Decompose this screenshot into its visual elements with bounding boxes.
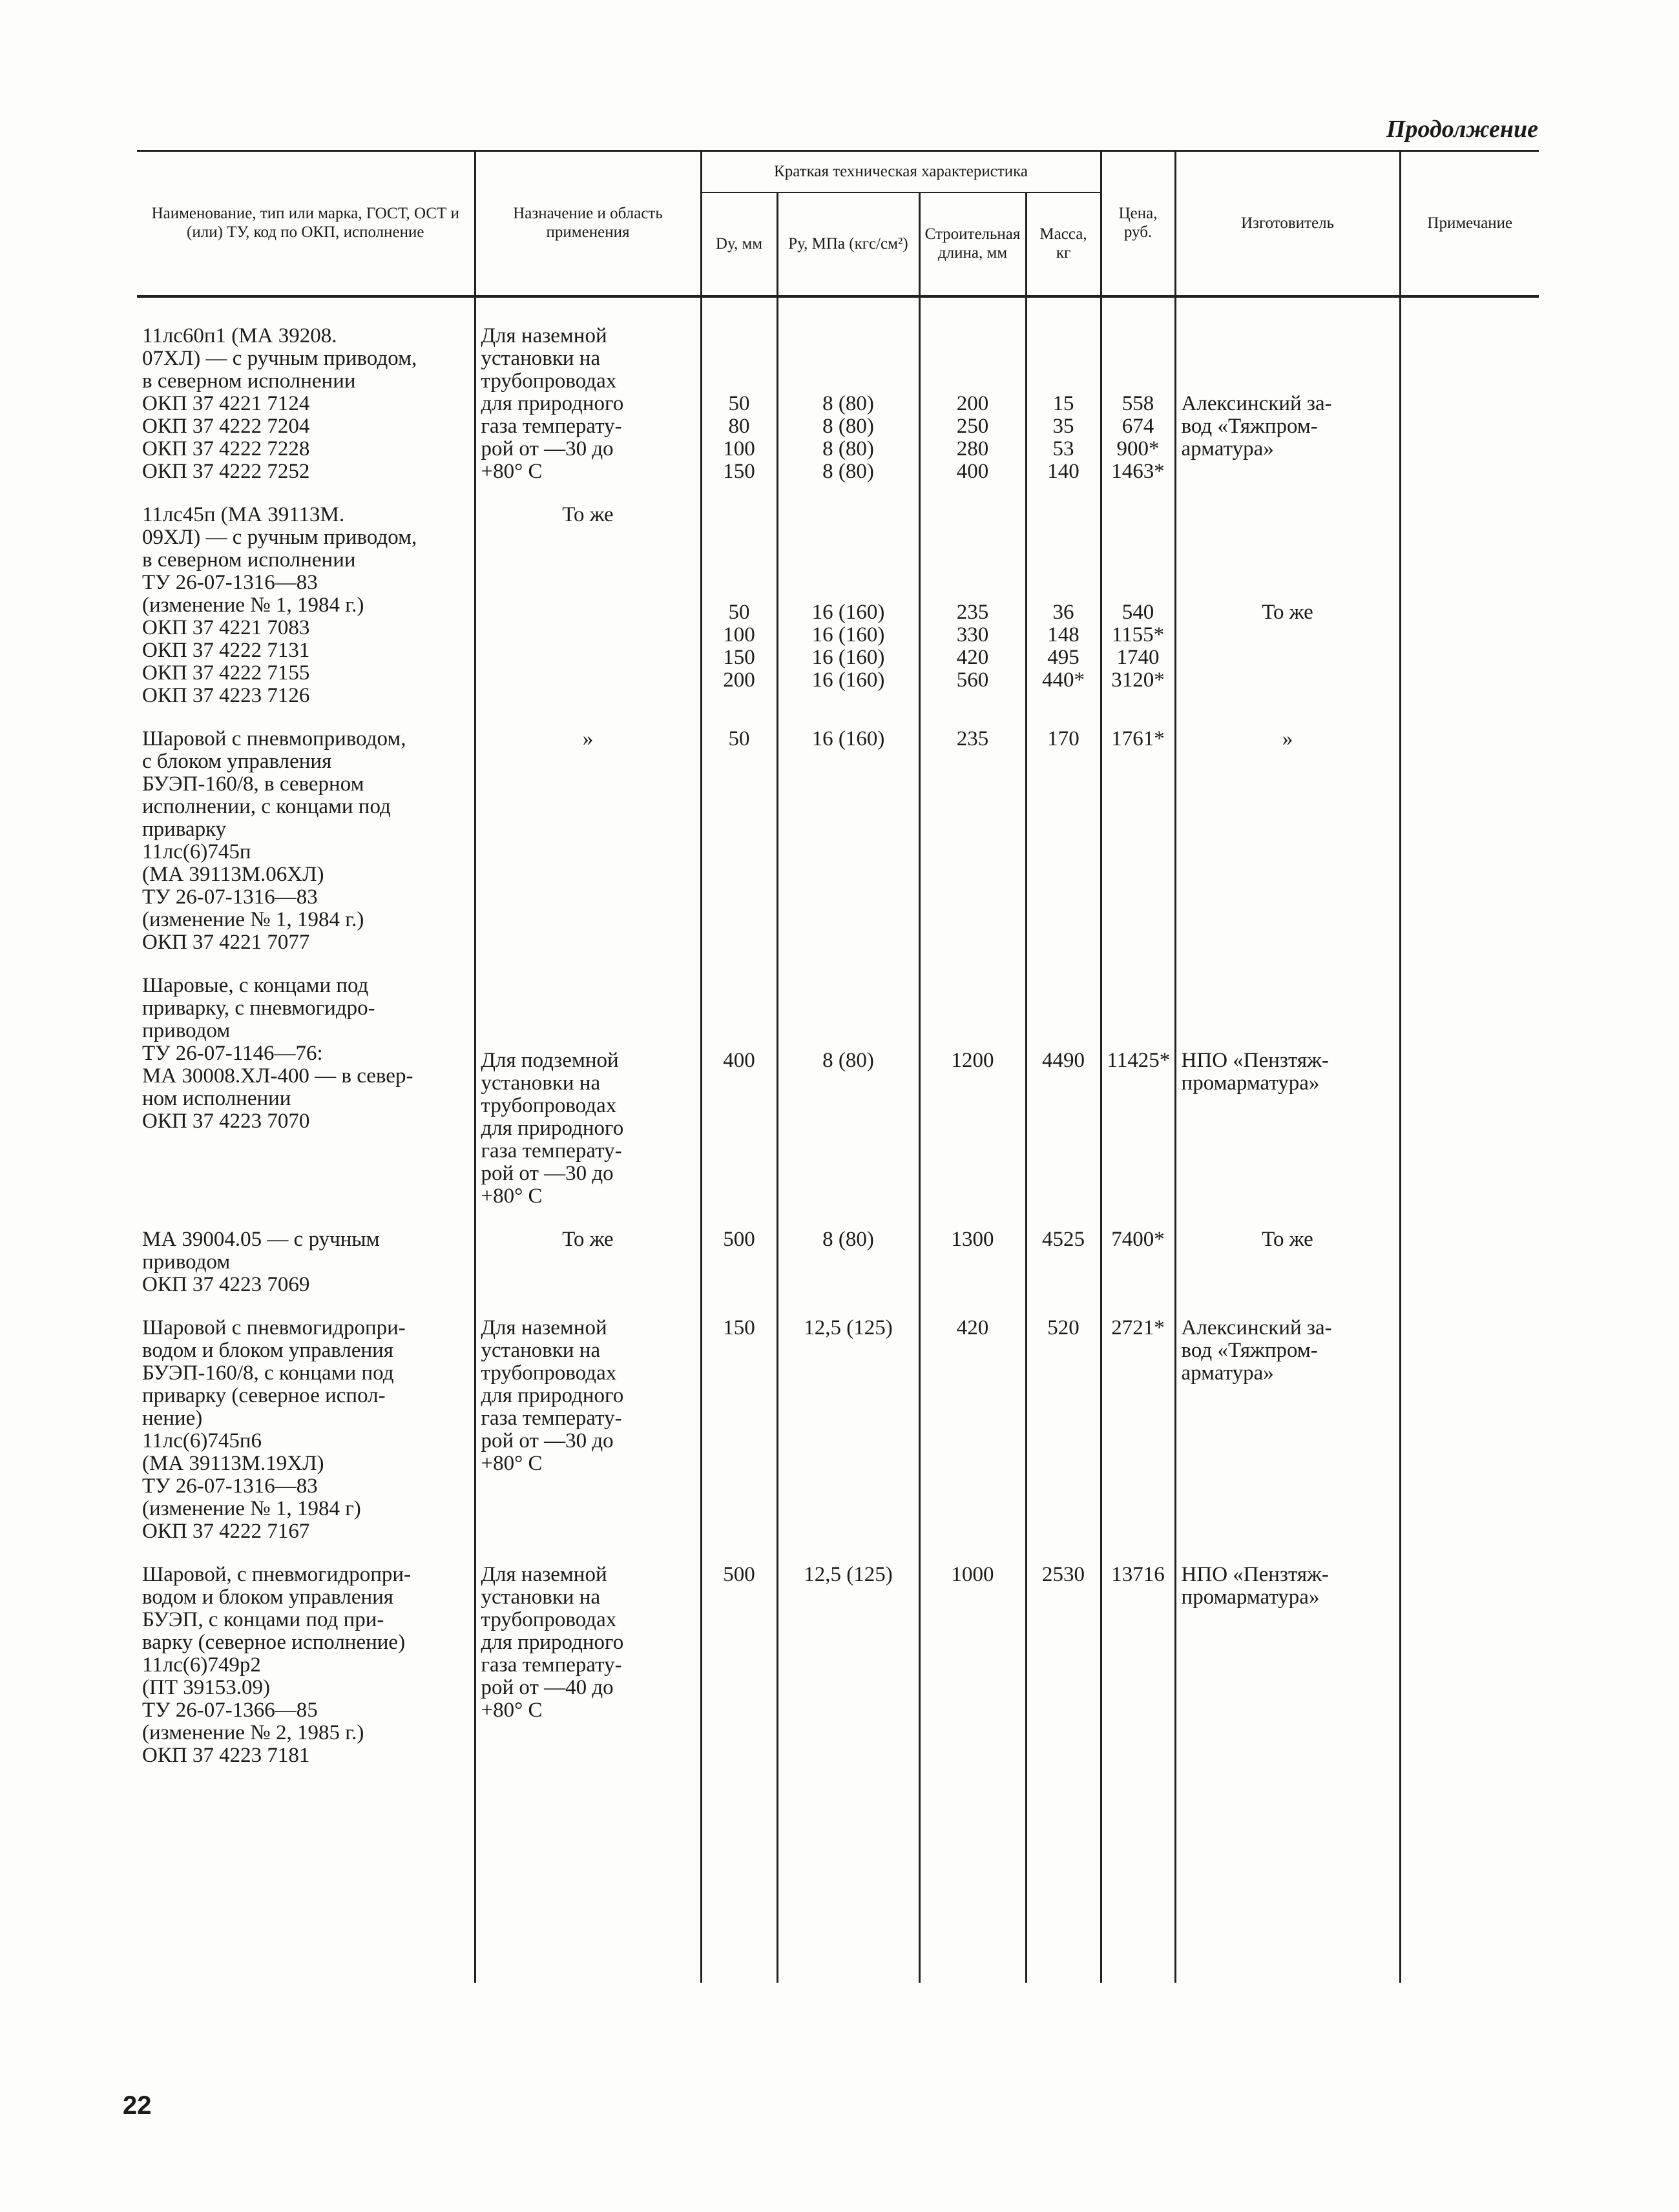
row-pn-cell xyxy=(777,710,919,956)
price-line: 7400* xyxy=(1111,1228,1165,1251)
name-line: 11лс60п1 (МА 39208. xyxy=(142,324,337,347)
name-line: 09ХЛ) — с ручным приводом, xyxy=(142,526,417,549)
name-line: ТУ 26-07-1316—83 xyxy=(142,885,318,909)
pn-line: 8 (80) xyxy=(822,1228,874,1251)
name-line: приварку xyxy=(142,818,227,841)
name-line: (изменение № 2, 1985 г.) xyxy=(142,1721,364,1744)
name-line: ОКП 37 4222 7155 xyxy=(142,661,310,685)
page-number: 22 xyxy=(123,2091,152,2120)
pn-line: 16 (160) xyxy=(811,727,885,750)
row-price-cell xyxy=(1101,1299,1175,1545)
name-line: (изменение № 1, 1984 г.) xyxy=(142,908,364,931)
mass-line: 4525 xyxy=(1042,1228,1085,1251)
mass-line: 440* xyxy=(1042,668,1085,692)
row-mass-cell xyxy=(1026,710,1101,956)
row-dn-cell xyxy=(701,322,777,486)
filler-cell xyxy=(1175,1770,1400,1983)
pn-line: 16 (160) xyxy=(811,623,885,646)
row-pn-cell xyxy=(777,956,919,1210)
mass-line: 36 xyxy=(1052,601,1074,624)
price-line: 1761* xyxy=(1111,727,1165,750)
maker-line: Алексинский за- xyxy=(1181,392,1332,415)
dn-line: 150 xyxy=(723,460,755,483)
table-row xyxy=(137,1210,1539,1299)
purpose-line: установки на xyxy=(481,1339,601,1362)
row-dn-cell xyxy=(701,1545,777,1770)
price-line: 3120* xyxy=(1111,668,1165,692)
purpose-line: То же xyxy=(562,1228,614,1251)
purpose-line: рой от —30 до xyxy=(481,437,614,460)
purpose-line: для природного xyxy=(481,392,624,415)
mass-line: 148 xyxy=(1047,623,1079,646)
name-line: в северном исполнении xyxy=(142,548,356,572)
row-price-cell xyxy=(1101,956,1175,1210)
purpose-line: +80° С xyxy=(481,1452,543,1475)
row-purpose-cell xyxy=(475,1545,701,1770)
table-filler-row xyxy=(137,1770,1539,1983)
name-line: ном исполнении xyxy=(142,1087,291,1110)
purpose-line: газа температу- xyxy=(481,1653,622,1677)
name-line: ОКП 37 4222 7167 xyxy=(142,1520,310,1543)
row-mass-cell xyxy=(1026,486,1101,710)
row-price-cell xyxy=(1101,1210,1175,1299)
header-price: Цена, руб. xyxy=(1101,151,1175,297)
length-line: 280 xyxy=(956,437,989,460)
mass-line: 53 xyxy=(1052,437,1074,460)
row-purpose-cell xyxy=(475,1299,701,1545)
row-maker-cell xyxy=(1175,956,1400,1210)
maker-line: НПО «Пензтяж- xyxy=(1181,1049,1329,1072)
maker-line: То же xyxy=(1262,601,1313,624)
length-line: 1000 xyxy=(951,1563,994,1586)
row-maker-cell xyxy=(1175,1299,1400,1545)
row-purpose-cell xyxy=(475,486,701,710)
name-line: Шаровой с пневмоприводом, xyxy=(142,727,406,750)
row-note-cell xyxy=(1400,322,1539,486)
maker-line: арматура» xyxy=(1181,1361,1274,1385)
purpose-line: установки на xyxy=(481,347,601,370)
header-tech-group: Краткая техническая характеристика xyxy=(701,151,1101,193)
name-line: ОКП 37 4223 7069 xyxy=(142,1273,310,1296)
maker-line: НПО «Пензтяж- xyxy=(1181,1563,1329,1586)
name-line: ОКП 37 4222 7204 xyxy=(142,415,310,438)
row-name-cell xyxy=(137,1545,475,1770)
header-note: Примечание xyxy=(1400,151,1539,297)
name-line: исполнении, с концами под xyxy=(142,795,391,818)
maker-line: промарматура» xyxy=(1181,1071,1320,1095)
mass-line: 2530 xyxy=(1042,1563,1085,1586)
purpose-line: для природного xyxy=(481,1631,624,1654)
price-line: 1740 xyxy=(1116,646,1160,669)
purpose-line: » xyxy=(582,727,594,750)
row-pn-cell xyxy=(777,486,919,710)
price-line: 540 xyxy=(1121,601,1154,624)
dn-line: 50 xyxy=(728,392,750,415)
maker-line: арматура» xyxy=(1181,437,1274,460)
name-line: приварку (северное испол- xyxy=(142,1384,386,1407)
maker-line: » xyxy=(1282,727,1293,750)
purpose-line: +80° С xyxy=(481,1184,543,1208)
row-note-cell xyxy=(1400,956,1539,1210)
purpose-line: рой от —40 до xyxy=(481,1676,614,1699)
table-row xyxy=(137,322,1539,486)
table-row xyxy=(137,1545,1539,1770)
header-pn: Pу, МПа (кгс/см²) xyxy=(777,192,919,296)
row-length-cell xyxy=(919,710,1026,956)
row-note-cell xyxy=(1400,1210,1539,1299)
name-line: (ПТ 39153.09) xyxy=(142,1676,270,1699)
name-line: (изменение № 1, 1984 г.) xyxy=(142,594,364,617)
maker-line: промарматура» xyxy=(1181,1586,1320,1609)
row-maker-cell xyxy=(1175,322,1400,486)
name-line: ТУ 26-07-1316—83 xyxy=(142,571,318,594)
row-length-cell xyxy=(919,322,1026,486)
pn-line: 8 (80) xyxy=(822,1049,874,1072)
pn-line: 8 (80) xyxy=(822,415,874,438)
purpose-line: рой от —30 до xyxy=(481,1162,614,1185)
name-line: ОКП 37 4221 7124 xyxy=(142,392,310,415)
purpose-line: трубопроводах xyxy=(481,1094,617,1117)
pn-line: 16 (160) xyxy=(811,668,885,692)
row-name-cell xyxy=(137,1299,475,1545)
mass-line: 4490 xyxy=(1042,1049,1085,1072)
row-mass-cell xyxy=(1026,956,1101,1210)
row-pn-cell xyxy=(777,1299,919,1545)
name-line: ОКП 37 4223 7181 xyxy=(142,1744,310,1767)
maker-line: Алексинский за- xyxy=(1181,1316,1332,1339)
row-length-cell xyxy=(919,1210,1026,1299)
row-length-cell xyxy=(919,1299,1026,1545)
length-line: 330 xyxy=(956,623,989,646)
header-maker: Изготовитель xyxy=(1175,151,1400,297)
name-line: ОКП 37 4222 7131 xyxy=(142,639,310,662)
row-dn-cell xyxy=(701,1299,777,1545)
name-line: МА 30008.ХЛ-400 — в север- xyxy=(142,1064,413,1088)
row-length-cell xyxy=(919,956,1026,1210)
purpose-line: Для наземной xyxy=(481,1563,607,1586)
length-line: 1300 xyxy=(951,1228,994,1251)
row-purpose-cell xyxy=(475,710,701,956)
purpose-line: трубопроводах xyxy=(481,369,617,393)
row-name-cell xyxy=(137,710,475,956)
table-row xyxy=(137,1299,1539,1545)
row-dn-cell xyxy=(701,956,777,1210)
name-line: Шаровой, с пневмогидропри- xyxy=(142,1563,412,1586)
name-line: водом и блоком управления xyxy=(142,1339,393,1362)
purpose-line: газа температу- xyxy=(481,1139,622,1163)
header-dn: Dу, мм xyxy=(701,192,777,296)
pn-line: 12,5 (125) xyxy=(804,1563,893,1586)
row-maker-cell xyxy=(1175,486,1400,710)
name-line: приводом xyxy=(142,1250,231,1274)
valve-catalog-table xyxy=(137,150,1539,1983)
filler-cell xyxy=(1101,1770,1175,1983)
header-name: Наименование, тип или марка, ГОСТ, ОСТ и (или) ТУ, код по ОКП, исполнение xyxy=(137,151,475,297)
row-maker-cell xyxy=(1175,1545,1400,1770)
table-row xyxy=(137,486,1539,710)
name-line: (МА 39113М.06ХЛ) xyxy=(142,863,324,886)
row-price-cell xyxy=(1101,486,1175,710)
purpose-line: +80° С xyxy=(481,460,543,483)
row-price-cell xyxy=(1101,710,1175,956)
name-line: приводом xyxy=(142,1019,231,1042)
row-mass-cell xyxy=(1026,1210,1101,1299)
row-name-cell xyxy=(137,486,475,710)
name-line: приварку, с пневмогидро- xyxy=(142,997,375,1020)
row-pn-cell xyxy=(777,1545,919,1770)
name-line: варку (северное исполнение) xyxy=(142,1631,406,1654)
row-length-cell xyxy=(919,1545,1026,1770)
header-mass: Масса, кг xyxy=(1026,192,1101,296)
row-name-cell xyxy=(137,956,475,1210)
pn-line: 16 (160) xyxy=(811,646,885,669)
dn-line: 150 xyxy=(723,1316,755,1339)
header-purpose: Назначение и область применения xyxy=(475,151,701,297)
purpose-line: Для подземной xyxy=(481,1049,619,1072)
mass-line: 140 xyxy=(1047,460,1079,483)
table-row xyxy=(137,956,1539,1210)
maker-line: вод «Тяжпром- xyxy=(1181,1339,1318,1362)
row-maker-cell xyxy=(1175,1210,1400,1299)
row-name-cell xyxy=(137,1210,475,1299)
name-line: ТУ 26-07-1366—85 xyxy=(142,1699,318,1722)
price-line: 2721* xyxy=(1111,1316,1165,1339)
name-line: 11лс(6)745п6 xyxy=(142,1429,262,1452)
dn-line: 400 xyxy=(723,1049,755,1072)
purpose-line: для природного xyxy=(481,1117,624,1140)
row-note-cell xyxy=(1400,486,1539,710)
row-purpose-cell xyxy=(475,956,701,1210)
purpose-line: трубопроводах xyxy=(481,1361,617,1385)
continued-label: Продолжение xyxy=(1386,116,1538,143)
row-length-cell xyxy=(919,486,1026,710)
length-line: 200 xyxy=(956,392,989,415)
length-line: 1200 xyxy=(951,1049,994,1072)
filler-cell xyxy=(1026,1770,1101,1983)
name-line: ОКП 37 4222 7252 xyxy=(142,460,310,483)
filler-cell xyxy=(475,1770,701,1983)
table-header xyxy=(137,151,1539,297)
purpose-line: установки на xyxy=(481,1586,601,1609)
table-body xyxy=(137,296,1539,1983)
name-line: ОКП 37 4223 7070 xyxy=(142,1110,310,1133)
dn-line: 80 xyxy=(728,415,750,438)
pn-line: 8 (80) xyxy=(822,437,874,460)
name-line: ОКП 37 4221 7077 xyxy=(142,931,310,954)
purpose-line: газа температу- xyxy=(481,415,622,438)
row-name-cell xyxy=(137,322,475,486)
row-note-cell xyxy=(1400,710,1539,956)
length-line: 420 xyxy=(956,646,989,669)
name-line: Шаровые, с концами под xyxy=(142,974,369,997)
name-line: 11лс(6)745п xyxy=(142,840,251,863)
dn-line: 500 xyxy=(723,1563,755,1586)
row-price-cell xyxy=(1101,1545,1175,1770)
name-line: БУЭП, с концами под при- xyxy=(142,1608,384,1631)
price-line: 674 xyxy=(1121,415,1154,438)
name-line: ОКП 37 4223 7126 xyxy=(142,684,310,707)
filler-cell xyxy=(777,1770,919,1983)
table-row xyxy=(137,710,1539,956)
mass-line: 15 xyxy=(1052,392,1074,415)
price-line: 1463* xyxy=(1111,460,1165,483)
row-dn-cell xyxy=(701,1210,777,1299)
purpose-line: трубопроводах xyxy=(481,1608,617,1631)
price-line: 1155* xyxy=(1111,623,1165,646)
row-mass-cell xyxy=(1026,1545,1101,1770)
purpose-line: +80° С xyxy=(481,1699,543,1722)
dn-line: 50 xyxy=(728,727,750,750)
name-line: 07ХЛ) — с ручным приводом, xyxy=(142,347,417,370)
row-mass-cell xyxy=(1026,322,1101,486)
purpose-line: газа температу- xyxy=(481,1407,622,1430)
mass-line: 495 xyxy=(1047,646,1079,669)
price-line: 13716 xyxy=(1111,1563,1165,1586)
name-line: с блоком управления xyxy=(142,750,332,773)
dn-line: 100 xyxy=(723,623,755,646)
length-line: 400 xyxy=(956,460,989,483)
row-dn-cell xyxy=(701,486,777,710)
pn-line: 8 (80) xyxy=(822,460,874,483)
name-line: нение) xyxy=(142,1407,203,1430)
purpose-line: установки на xyxy=(481,1071,601,1095)
name-line: БУЭП-160/8, с концами под xyxy=(142,1361,394,1385)
name-line: ТУ 26-07-1146—76: xyxy=(142,1042,323,1065)
filler-cell xyxy=(1400,1770,1539,1983)
maker-line: То же xyxy=(1262,1228,1313,1251)
name-line: в северном исполнении xyxy=(142,369,356,393)
length-line: 420 xyxy=(956,1316,989,1339)
row-note-cell xyxy=(1400,1545,1539,1770)
length-line: 560 xyxy=(956,668,989,692)
price-line: 900* xyxy=(1116,437,1160,460)
dn-line: 500 xyxy=(723,1228,755,1251)
mass-line: 35 xyxy=(1052,415,1074,438)
name-line: 11лс(6)749р2 xyxy=(142,1653,261,1677)
purpose-line: для природного xyxy=(481,1384,624,1407)
pn-line: 16 (160) xyxy=(811,601,885,624)
purpose-line: То же xyxy=(562,503,614,526)
dn-line: 50 xyxy=(728,601,750,624)
header-length: Строительная длина, мм xyxy=(919,192,1026,296)
row-maker-cell xyxy=(1175,710,1400,956)
name-line: МА 39004.05 — с ручным xyxy=(142,1228,380,1251)
name-line: (МА 39113М.19ХЛ) xyxy=(142,1452,324,1475)
row-pn-cell xyxy=(777,322,919,486)
dn-line: 100 xyxy=(723,437,755,460)
row-purpose-cell xyxy=(475,1210,701,1299)
filler-cell xyxy=(701,1770,777,1983)
price-line: 558 xyxy=(1121,392,1154,415)
name-line: ОКП 37 4221 7083 xyxy=(142,616,310,639)
row-pn-cell xyxy=(777,1210,919,1299)
name-line: ОКП 37 4222 7228 xyxy=(142,437,310,460)
row-dn-cell xyxy=(701,710,777,956)
name-line: БУЭП-160/8, в северном xyxy=(142,772,364,796)
price-line: 11425* xyxy=(1107,1049,1171,1072)
dn-line: 200 xyxy=(723,668,755,692)
dn-line: 150 xyxy=(723,646,755,669)
pn-line: 12,5 (125) xyxy=(804,1316,893,1339)
name-line: 11лс45п (МА 39113М. xyxy=(142,503,345,526)
purpose-line: Для наземной xyxy=(481,324,607,347)
name-line: Шаровой с пневмогидропри- xyxy=(142,1316,406,1339)
name-line: (изменение № 1, 1984 г) xyxy=(142,1497,361,1520)
row-note-cell xyxy=(1400,1299,1539,1545)
length-line: 235 xyxy=(956,727,989,750)
filler-cell xyxy=(137,1770,475,1983)
length-line: 250 xyxy=(956,415,989,438)
purpose-line: Для наземной xyxy=(481,1316,607,1339)
name-line: водом и блоком управления xyxy=(142,1586,393,1609)
filler-cell xyxy=(919,1770,1026,1983)
maker-line: вод «Тяжпром- xyxy=(1181,415,1318,438)
row-price-cell xyxy=(1101,322,1175,486)
purpose-line: рой от —30 до xyxy=(481,1429,614,1452)
name-line: ТУ 26-07-1316—83 xyxy=(142,1474,318,1498)
row-mass-cell xyxy=(1026,1299,1101,1545)
length-line: 235 xyxy=(956,601,989,624)
mass-line: 520 xyxy=(1047,1316,1079,1339)
row-purpose-cell xyxy=(475,322,701,486)
pn-line: 8 (80) xyxy=(822,392,874,415)
mass-line: 170 xyxy=(1047,727,1079,750)
